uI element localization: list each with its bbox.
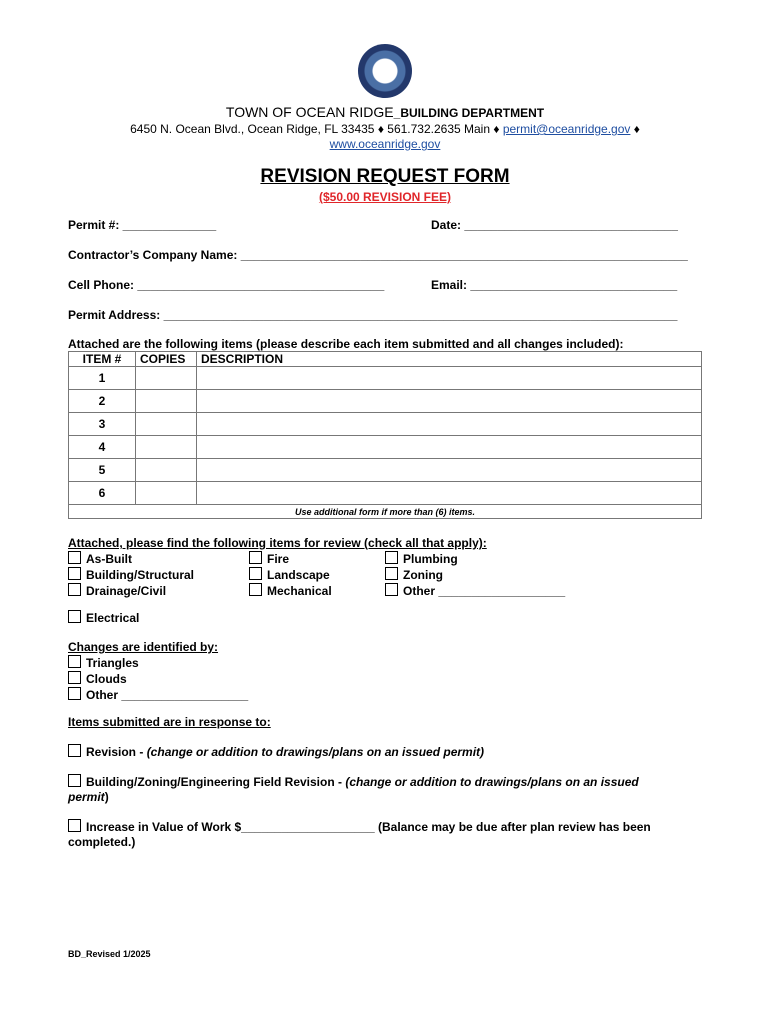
revision-description: (change or addition to drawings/plans on an issued permit) [146,745,485,759]
field-revision-description: (change or addition to drawings/plans on an issued [345,775,639,789]
table-row [69,459,702,482]
item-number: 1 [69,367,136,390]
checkbox-icon[interactable] [385,583,398,596]
cell-phone-field[interactable]: Cell Phone: _____________________________________ [68,278,385,292]
town-seal-logo [358,44,412,98]
table-row [69,367,702,390]
checkbox-icon[interactable] [385,551,398,564]
increase-value-label-cont: completed.) [68,835,136,849]
description-cell[interactable] [197,459,702,482]
checkbox-field-revision[interactable] [68,774,708,805]
town-name: TOWN OF OCEAN RIDGE [225,104,394,120]
review-heading: Attached, please find the following items for review (check all that apply): [68,536,487,550]
item-number: 4 [69,436,136,459]
checkbox-label: Landscape [267,568,330,582]
address-separator: ♦ [630,122,640,136]
checkbox-label: Electrical [86,611,140,625]
items-table [68,351,702,519]
checkbox-label: Clouds [86,672,127,686]
description-cell[interactable] [197,436,702,459]
response-heading: Items submitted are in response to: [68,715,271,729]
copies-cell[interactable] [136,459,197,482]
field-revision-description-cont: permit [68,790,105,804]
checkbox-icon[interactable] [68,744,81,757]
revision-label: Revision - [86,745,147,759]
review-column-2 [249,551,332,599]
copies-cell[interactable] [136,436,197,459]
field-revision-close: ) [104,790,109,804]
email-link[interactable]: permit@oceanridge.gov [502,122,631,136]
header-item-number: ITEM # [69,352,136,367]
checkbox-icon[interactable] [68,583,81,596]
checkbox-mechanical[interactable] [249,583,332,599]
checkbox-label: Triangles [86,656,139,670]
field-revision-label: Building/Zoning/Engineering Field Revision - [86,775,346,789]
changes-heading: Changes are identified by: [68,640,219,654]
increase-value-label: Increase in Value of Work $____________________ (Balance may be due after plan review has been [86,820,651,834]
checkbox-revision[interactable] [68,744,484,759]
revision-fee: ($50.00 REVISION FEE) [318,190,452,204]
description-cell[interactable] [197,482,702,505]
item-number: 2 [69,390,136,413]
table-row [69,413,702,436]
checkbox-label: Plumbing [403,552,458,566]
checkbox-icon[interactable] [68,610,81,623]
item-number: 6 [69,482,136,505]
header-description: DESCRIPTION [197,352,702,367]
changes-options [68,655,248,703]
checkbox-icon[interactable] [68,819,81,832]
checkbox-electrical[interactable] [68,610,139,625]
checkbox-icon[interactable] [68,687,81,700]
checkbox-increase-value[interactable] [68,819,718,850]
checkbox-label: Other ___________________ [86,688,249,702]
checkbox-label: Drainage/Civil [86,584,167,598]
checkbox-icon[interactable] [68,774,81,787]
checkbox-label: Fire [267,552,290,566]
checkbox-icon[interactable] [68,671,81,684]
checkbox-drainage-civil[interactable] [68,583,194,599]
copies-cell[interactable] [136,390,197,413]
checkbox-icon[interactable] [385,567,398,580]
header-copies: COPIES [136,352,197,367]
checkbox-label: Mechanical [267,584,332,598]
item-number: 5 [69,459,136,482]
address-text: 6450 N. Ocean Blvd., Ocean Ridge, FL 33435 ♦ 561.732.2635 Main ♦ [130,122,503,136]
description-cell[interactable] [197,367,702,390]
checkbox-icon[interactable] [249,551,262,564]
description-cell[interactable] [197,413,702,436]
copies-cell[interactable] [136,413,197,436]
additional-form-note: Use additional form if more than (6) items. [69,505,702,519]
website-link[interactable]: www.oceanridge.gov [329,137,441,151]
checkbox-label: As-Built [86,552,132,566]
copies-cell[interactable] [136,482,197,505]
form-title: REVISION REQUEST FORM [260,166,510,187]
email-field[interactable]: Email: _______________________________ [431,278,678,292]
table-footer [69,505,702,519]
copies-cell[interactable] [136,367,197,390]
checkbox-other-changes[interactable] [68,687,248,703]
checkbox-icon[interactable] [68,567,81,580]
checkbox-label: Zoning [403,568,443,582]
review-column-1 [68,551,194,599]
checkbox-icon[interactable] [68,655,81,668]
checkbox-icon[interactable] [68,551,81,564]
department-name: _BUILDING DEPARTMENT [393,106,545,120]
checkbox-plumbing[interactable] [385,551,565,567]
revision-date-footer: BD_Revised 1/2025 [68,949,151,959]
table-row [69,390,702,413]
checkbox-other-review[interactable] [385,583,565,599]
checkbox-label: Building/Structural [86,568,194,582]
item-number: 3 [69,413,136,436]
checkbox-zoning[interactable] [385,567,565,583]
address-line [0,122,770,136]
checkbox-building-structural[interactable] [68,567,194,583]
permit-number-field[interactable]: Permit #: ______________ [68,218,217,232]
permit-address-field[interactable]: Permit Address: _____________________________________________________________________________ [68,308,678,322]
checkbox-clouds[interactable] [68,671,248,687]
checkbox-triangles[interactable] [68,655,248,671]
checkbox-fire[interactable] [249,551,332,567]
table-row [69,436,702,459]
checkbox-icon[interactable] [249,567,262,580]
department-heading [0,104,770,120]
items-table-header [69,352,702,367]
table-row [69,482,702,505]
contractor-company-field[interactable]: Contractor’s Company Name: ___________________________________________________________________ [68,248,688,262]
checkbox-label: Other ___________________ [403,584,566,598]
date-field[interactable]: Date: ________________________________ [431,218,678,232]
description-cell[interactable] [197,390,702,413]
review-column-3 [385,551,565,599]
checkbox-landscape[interactable] [249,567,332,583]
items-intro: Attached are the following items (please describe each item submitted and all changes included): [68,337,624,351]
website-line [0,137,770,151]
checkbox-icon[interactable] [249,583,262,596]
checkbox-as-built[interactable] [68,551,194,567]
